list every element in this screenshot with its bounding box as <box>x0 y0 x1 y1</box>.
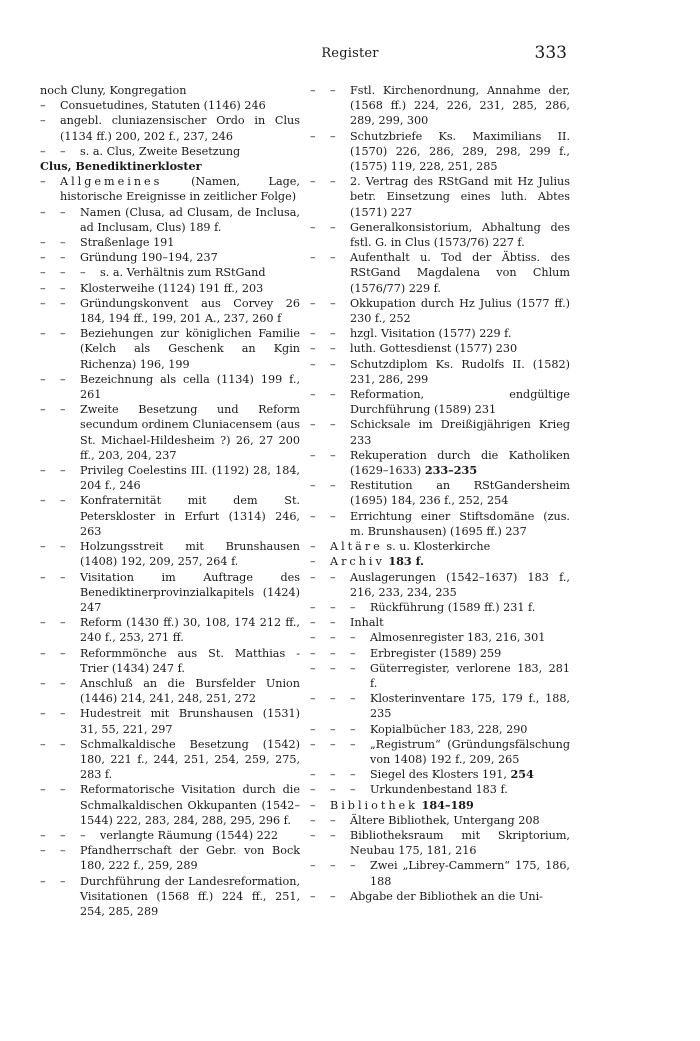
index-entry: – – Bibliotheksraum mit Skriptorium, Neubau 175, 181, 216 <box>310 828 570 858</box>
level-dash: – <box>40 281 46 295</box>
level-dash: – <box>350 722 356 736</box>
level-dash: – <box>330 828 336 842</box>
level-dash: – <box>40 494 46 508</box>
level-dash: – <box>310 616 316 630</box>
level-dash: – <box>350 631 356 645</box>
level-dash: – <box>40 783 46 797</box>
index-entry: – – Holzungsstreit mit Brunshausen (1408) 192, 209, 257, 264 f. <box>40 540 300 569</box>
level-dash: – <box>40 114 46 128</box>
level-dash: – <box>330 859 336 873</box>
level-dash: – <box>350 600 356 614</box>
level-dash: – <box>330 646 336 660</box>
level-dash: – <box>60 251 66 265</box>
level-dash: – <box>330 357 336 371</box>
level-dash: – <box>310 296 316 310</box>
level-dash: – <box>310 783 316 797</box>
index-entry: – Allgemeines (Namen, Lage, historische Ereignisse in zeitlicher Folge) <box>40 175 300 204</box>
level-dash: – <box>40 707 46 721</box>
level-dash: – <box>310 540 316 554</box>
level-dash: – <box>40 828 46 842</box>
level-dash: – <box>40 251 46 265</box>
level-dash: – <box>310 570 316 584</box>
index-column-right <box>310 83 570 904</box>
index-entry: – – Restitution an RStGandersheim (1695) 184, 236 f., 252, 254 <box>310 479 570 508</box>
level-dash: – <box>310 631 316 645</box>
index-entry: – – Gründung 190–194, 237 <box>40 251 218 265</box>
level-dash: – <box>60 327 66 341</box>
level-dash: – <box>310 813 316 827</box>
index-entry: Clus, Benediktinerkloster <box>40 159 202 174</box>
level-dash: – <box>330 616 336 630</box>
index-entry: – – Beziehungen zur königlichen Familie (Kelch als Geschenk an Kgin Richenza) 196, 199 <box>40 327 300 371</box>
level-dash: – <box>40 616 46 630</box>
level-dash: – <box>60 266 66 280</box>
index-entry: – – – Almosenregister 183, 216, 301 <box>310 631 546 645</box>
level-dash: – <box>350 661 356 675</box>
level-dash: – <box>330 479 336 493</box>
level-dash: – <box>40 266 46 280</box>
index-entry: – – – Erbregister (1589) 259 <box>310 646 502 660</box>
index-entry: – – Abgabe der Bibliothek an die Uni- <box>310 889 543 903</box>
index-entry: – – luth. Gottesdienst (1577) 230 <box>310 342 518 356</box>
index-entry: – – Pfandherrschaft der Gebr. von Bock 180, 222 f., 259, 289 <box>40 844 300 873</box>
level-dash: – <box>310 828 316 842</box>
level-dash: – <box>330 448 336 462</box>
level-dash: – <box>350 783 356 797</box>
level-dash: – <box>60 676 66 690</box>
index-entry: – – – verlangte Räumung (1544) 222 <box>40 828 278 842</box>
level-dash: – <box>330 509 336 523</box>
level-dash: – <box>40 205 46 219</box>
level-dash: – <box>310 327 316 341</box>
level-dash: – <box>40 540 46 554</box>
index-entry: – – Namen (Clusa, ad Clusam, de Inclusa, ad Inclusam, Clus) 189 f. <box>40 205 300 234</box>
index-entry: – – – Rückführung (1589 ff.) 231 f. <box>310 600 536 614</box>
level-dash: – <box>60 236 66 250</box>
level-dash: – <box>350 692 356 706</box>
level-dash: – <box>60 737 66 751</box>
level-dash: – <box>40 403 46 417</box>
level-dash: – <box>60 144 66 158</box>
index-entry: – – Klosterweihe (1124) 191 ff., 203 <box>40 281 264 295</box>
level-dash: – <box>330 889 336 903</box>
level-dash: – <box>310 661 316 675</box>
index-entry: – Bibliothek 184–189 <box>310 797 474 812</box>
level-dash: – <box>330 783 336 797</box>
level-dash: – <box>310 646 316 660</box>
level-dash: – <box>350 768 356 782</box>
page-number: 333 <box>534 43 567 63</box>
level-dash: – <box>310 600 316 614</box>
level-dash: – <box>60 296 66 310</box>
level-dash: – <box>60 281 66 295</box>
level-dash: – <box>330 175 336 189</box>
level-dash: – <box>310 859 316 873</box>
level-dash: – <box>350 737 356 751</box>
running-title: Register <box>321 46 379 61</box>
index-entry: – – – Güterregister, verlorene 183, 281 f. <box>310 661 570 690</box>
level-dash: – <box>60 874 66 888</box>
level-dash: – <box>60 844 66 858</box>
index-entry: – – Straßenlage 191 <box>40 236 175 250</box>
level-dash: – <box>310 251 316 265</box>
level-dash: – <box>60 783 66 797</box>
level-dash: – <box>350 646 356 660</box>
index-entry: – – 2. Vertrag des RStGand mit Hz Julius betr. Einsetzung eines luth. Abtes (1571) 227 <box>310 175 570 219</box>
index-entry: – – Schutzdiplom Ks. Rudolfs II. (1582) 231, 286, 299 <box>310 357 570 386</box>
index-entry: – – hzgl. Visitation (1577) 229 f. <box>310 327 512 341</box>
level-dash: – <box>330 661 336 675</box>
index-entry: – – – Urkundenbestand 183 f. <box>310 783 508 797</box>
level-dash: – <box>310 479 316 493</box>
level-dash: – <box>310 388 316 402</box>
level-dash: – <box>330 600 336 614</box>
level-dash: – <box>40 676 46 690</box>
level-dash: – <box>40 372 46 386</box>
level-dash: – <box>330 84 336 97</box>
level-dash: – <box>80 266 86 280</box>
level-dash: – <box>310 692 316 706</box>
index-entry: noch Cluny, Kongregation <box>40 84 187 97</box>
index-entry: – – Konfraternität mit dem St. Peterskloster in Erfurt (1314) 246, 263 <box>40 494 300 538</box>
index-entry: – – – „Registrum“ (Gründungsfälschung von 1408) 192 f., 209, 265 <box>310 737 570 766</box>
index-entry: – – Auslagerungen (1542–1637) 183 f., 216, 233, 234, 235 <box>310 570 570 599</box>
level-dash: – <box>310 798 316 812</box>
level-dash: – <box>310 737 316 751</box>
level-dash: – <box>310 84 316 97</box>
level-dash: – <box>40 144 46 158</box>
level-dash: – <box>60 828 66 842</box>
index-entry: – – Ältere Bibliothek, Untergang 208 <box>310 813 540 827</box>
level-dash: – <box>40 175 46 189</box>
level-dash: – <box>310 448 316 462</box>
level-dash: – <box>40 464 46 478</box>
level-dash: – <box>330 570 336 584</box>
level-dash: – <box>60 646 66 660</box>
index-entry: – – Privileg Coelestins III. (1192) 28, 184, 204 f., 246 <box>40 464 300 493</box>
level-dash: – <box>60 494 66 508</box>
index-entry: – – Schicksale im Dreißigjährigen Krieg 233 <box>310 418 570 447</box>
level-dash: – <box>60 403 66 417</box>
level-dash: – <box>60 540 66 554</box>
level-dash: – <box>40 296 46 310</box>
level-dash: – <box>330 631 336 645</box>
level-dash: – <box>60 570 66 584</box>
level-dash: – <box>350 859 356 873</box>
index-entry: – – – Zwei „Librey-Cammern“ 175, 186, 188 <box>310 859 570 888</box>
index-entry: – – Reformmönche aus St. Matthias - Trier (1434) 247 f. <box>40 646 300 675</box>
index-entry: – – Fstl. Kirchenordnung, Annahme der, (1568 ff.) 224, 226, 231, 285, 286, 289, 299, 300 <box>310 84 570 128</box>
index-entry: – – Zweite Besetzung und Reform secundum ordinem Cluniacensem (aus St. Michael-Hildesheim ?) 26, 27 200 ff., 203, 204, 237 <box>40 403 300 462</box>
index-entry: – Consuetudines, Statuten (1146) 246 <box>40 99 266 113</box>
level-dash: – <box>60 372 66 386</box>
level-dash: – <box>330 737 336 751</box>
level-dash: – <box>330 768 336 782</box>
index-entry: – – Hudestreit mit Brunshausen (1531) 31, 55, 221, 297 <box>40 707 300 736</box>
level-dash: – <box>330 129 336 143</box>
level-dash: – <box>40 874 46 888</box>
level-dash: – <box>330 388 336 402</box>
index-entry: – Altäre s. u. Klosterkirche <box>310 540 491 554</box>
level-dash: – <box>40 737 46 751</box>
index-entry: – – – Siegel des Klosters 191, 254 <box>310 767 534 782</box>
index-entry: – – – Kopialbücher 183, 228, 290 <box>310 722 528 736</box>
index-entry: – – Generalkonsistorium, Abhaltung des fstl. G. in Clus (1573/76) 227 f. <box>310 220 570 250</box>
level-dash: – <box>330 251 336 265</box>
index-entry: – – Reform (1430 ff.) 30, 108, 174 212 ff., 240 f., 253, 271 ff. <box>40 616 300 645</box>
level-dash: – <box>330 692 336 706</box>
level-dash: – <box>40 236 46 250</box>
level-dash: – <box>40 570 46 584</box>
level-dash: – <box>40 99 46 113</box>
level-dash: – <box>60 616 66 630</box>
index-entry: – – Okkupation durch Hz Julius (1577 ff.) 230 f., 252 <box>310 296 570 326</box>
index-entry: – – Aufenthalt u. Tod der Äbtiss. des RStGand Magdalena von Chlum (1576/77) 229 f. <box>310 251 570 295</box>
level-dash: – <box>40 327 46 341</box>
index-entry: – – Reformatorische Visitation durch die Schmalkaldischen Okkupanten (1542–1544) 222, 283, 284, 288, 295, 296 f. <box>40 783 300 827</box>
level-dash: – <box>330 327 336 341</box>
level-dash: – <box>80 828 86 842</box>
index-entry: – – Bezeichnung als cella (1134) 199 f., 261 <box>40 372 300 402</box>
level-dash: – <box>310 220 316 234</box>
level-dash: – <box>310 175 316 189</box>
index-entry: – – – s. a. Verhältnis zum RStGand <box>40 266 266 280</box>
level-dash: – <box>330 296 336 310</box>
index-entry: – – Gründungskonvent aus Corvey 26 184, 194 ff., 199, 201 A., 237, 260 f <box>40 296 300 326</box>
level-dash: – <box>330 813 336 827</box>
level-dash: – <box>330 220 336 234</box>
index-entry: – – Anschluß an die Bursfelder Union (1446) 214, 241, 248, 251, 272 <box>40 676 300 706</box>
level-dash: – <box>330 418 336 432</box>
index-column-left <box>40 83 300 919</box>
level-dash: – <box>310 509 316 523</box>
level-dash: – <box>60 205 66 219</box>
level-dash: – <box>310 768 316 782</box>
index-entry: – – s. a. Clus, Zweite Besetzung <box>40 144 241 158</box>
index-entry: – – Durchführung der Landesreformation, Visitationen (1568 ff.) 224 ff., 251, 254, 285, 289 <box>40 874 300 918</box>
index-entry: – – Reformation, endgültige Durchführung (1589) 231 <box>310 388 570 417</box>
index-entry: – – – Klosterinventare 175, 179 f., 188, 235 <box>310 692 570 721</box>
level-dash: – <box>40 844 46 858</box>
level-dash: – <box>310 889 316 903</box>
level-dash: – <box>60 707 66 721</box>
index-entry: – – Schutzbriefe Ks. Maximilians II. (1570) 226, 286, 289, 298, 299 f., (1575) 119, 228, 251, 285 <box>310 129 570 174</box>
level-dash: – <box>310 357 316 371</box>
index-entry: – – Schmalkaldische Besetzung (1542) 180, 221 f., 244, 251, 254, 259, 275, 283 f. <box>40 737 300 782</box>
page-header <box>40 40 660 68</box>
level-dash: – <box>40 646 46 660</box>
level-dash: – <box>310 722 316 736</box>
index-entry: – – Inhalt <box>310 616 384 630</box>
level-dash: – <box>310 342 316 356</box>
level-dash: – <box>310 129 316 143</box>
level-dash: – <box>330 722 336 736</box>
level-dash: – <box>60 464 66 478</box>
level-dash: – <box>310 555 316 569</box>
level-dash: – <box>310 418 316 432</box>
index-entry: – – Rekuperation durch die Katholiken (1629–1633) 233–235 <box>310 448 570 478</box>
index-entry: – Archiv 183 f. <box>310 554 424 569</box>
level-dash: – <box>330 342 336 356</box>
index-entry: – – Errichtung einer Stiftsdomäne (zus. m. Brunshausen) (1695 ff.) 237 <box>310 509 570 538</box>
index-entry: – angebl. cluniazensischer Ordo in Clus (1134 ff.) 200, 202 f., 237, 246 <box>40 114 300 143</box>
index-entry: – – Visitation im Auftrage des Benediktinerprovinzialkapitels (1424) 247 <box>40 570 300 614</box>
